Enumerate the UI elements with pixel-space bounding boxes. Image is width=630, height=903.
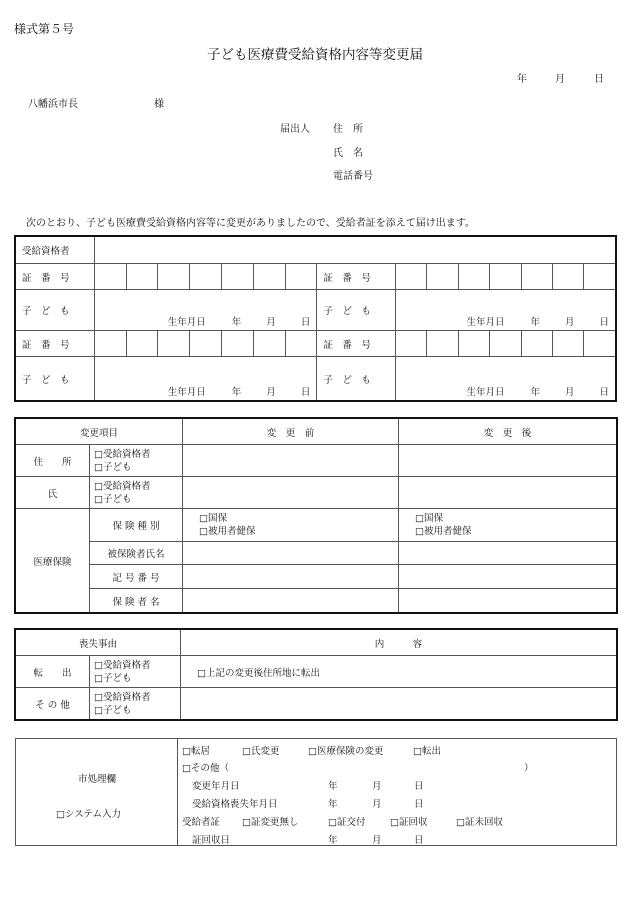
dob-year: 年	[231, 387, 242, 398]
dob-day: 日	[300, 387, 311, 398]
loss-moveout-label: 転 出	[16, 656, 90, 688]
cert-digit-cell[interactable]	[521, 331, 552, 357]
cert-number-label: 証 番 号	[317, 264, 396, 290]
addressee: 八幡浜市長	[28, 99, 78, 110]
change-table	[15, 418, 617, 613]
dob-year: 年	[530, 317, 540, 328]
cert-digit-cell[interactable]	[126, 264, 158, 290]
checkbox-cert-unchanged[interactable]: □証変更無し	[242, 817, 299, 828]
cert-digit-cell[interactable]	[458, 264, 489, 290]
insurer-label: 保 険 者 名	[90, 589, 183, 613]
child-label: 子 ど も	[317, 357, 396, 401]
loss-moveout-options	[90, 656, 181, 688]
name-before-input[interactable]	[183, 477, 399, 509]
holder-label: 受給資格者	[16, 237, 95, 264]
checkbox-cert-not-recovered[interactable]: □証未回収	[456, 817, 503, 828]
dob-month: 月	[564, 317, 575, 328]
cert-digit-cell[interactable]	[553, 331, 584, 357]
loss-date-day: 日	[414, 799, 424, 810]
cert-digit-cell[interactable]	[396, 264, 427, 290]
cert-number-label: 証 番 号	[16, 264, 95, 290]
change-date-month: 月	[372, 781, 382, 792]
recovery-date-month: 月	[372, 835, 382, 846]
child-label: 子 ど も	[16, 290, 95, 331]
change-date-label: 変更年月日	[192, 781, 240, 792]
cert-digit-cell[interactable]	[253, 264, 285, 290]
cert-digit-cell[interactable]	[521, 264, 552, 290]
cert-digit-cell[interactable]	[158, 264, 190, 290]
date-month-label: 月	[555, 74, 565, 85]
checkbox-insurance-change[interactable]: □医療保険の変更	[308, 746, 384, 757]
cert-digit-cell[interactable]	[158, 331, 190, 357]
cert-digit-cell[interactable]	[490, 264, 521, 290]
cert-digit-cell[interactable]	[427, 264, 458, 290]
checkbox-child[interactable]: □子ども	[94, 461, 132, 473]
change-date-day: 日	[414, 781, 424, 792]
insurance-label: 医療保険	[16, 509, 90, 613]
applicant-address-label: 住 所	[333, 124, 363, 135]
checkbox-name-change[interactable]: □氏変更	[242, 746, 280, 757]
checkbox-moveout-content[interactable]: □上記の変更後住所地に転出	[181, 656, 617, 688]
cert-digit-cell[interactable]	[458, 331, 489, 357]
child-label: 子 ど も	[16, 357, 95, 401]
change-name-label: 氏	[16, 477, 90, 509]
checkbox-holder[interactable]: □受給資格者	[94, 691, 151, 703]
insured-name-label: 被保険者氏名	[90, 542, 183, 565]
other-close-paren: ）	[524, 763, 534, 774]
dob-label: 生年月日	[466, 387, 505, 398]
insured-name-before[interactable]	[183, 542, 399, 565]
cert-digit-cell[interactable]	[221, 264, 253, 290]
cert-digit-cell[interactable]	[427, 331, 458, 357]
holder-table	[15, 236, 616, 401]
honorific: 様	[154, 99, 164, 110]
insurance-type-after	[399, 509, 617, 542]
form-number: 様式第５号	[14, 22, 75, 36]
cert-digit-cell[interactable]	[490, 331, 521, 357]
checkbox-child[interactable]: □子ども	[94, 704, 132, 716]
cert-number-label: 証 番 号	[317, 331, 396, 357]
dob-label: 生年月日	[466, 317, 505, 328]
checkbox-relocation[interactable]: □転居	[182, 746, 210, 757]
child-entry[interactable]	[94, 357, 317, 401]
checkbox-employee-insurance[interactable]: □被用者健保	[199, 526, 256, 537]
loss-other-options	[90, 688, 181, 720]
cert-digit-cell[interactable]	[94, 264, 126, 290]
checkbox-employee-insurance[interactable]: □被用者健保	[415, 526, 472, 537]
insurance-type-label: 保 険 種 別	[90, 509, 183, 542]
checkbox-child[interactable]: □子ども	[94, 672, 132, 684]
office-details	[178, 739, 617, 846]
dob-day: 日	[300, 317, 311, 328]
recovery-date-label: 証回収日	[192, 835, 231, 846]
checkbox-holder[interactable]: □受給資格者	[94, 448, 151, 460]
dob-label: 生年月日	[167, 387, 206, 398]
change-address-label: 住 所	[16, 445, 90, 477]
cert-digit-cell[interactable]	[285, 331, 317, 357]
applicant-label: 届出人	[280, 124, 310, 135]
dob-month: 月	[266, 317, 276, 328]
cert-digit-cell[interactable]	[584, 331, 616, 357]
loss-other-content[interactable]	[181, 688, 617, 720]
loss-other-label: そ の 他	[16, 688, 90, 720]
recovery-date-day: 日	[414, 835, 424, 846]
address-after-input[interactable]	[399, 445, 617, 477]
child-label: 子 ど も	[317, 290, 396, 331]
checkbox-kokuho[interactable]: □国保	[199, 513, 227, 524]
office-table	[15, 738, 617, 846]
recovery-date-year: 年	[328, 835, 338, 846]
checkbox-moveout[interactable]: □転出	[413, 746, 441, 757]
checkbox-child[interactable]: □子ども	[94, 493, 132, 505]
cert-digit-cell[interactable]	[584, 264, 616, 290]
checkbox-cert-recovered[interactable]: □証回収	[390, 817, 428, 828]
dob-month: 月	[564, 387, 575, 398]
child-entry[interactable]	[396, 290, 616, 331]
dob-month: 月	[266, 387, 276, 398]
intro-text: 次のとおり、子ども医療費受給資格内容等に変更がありましたので、受給者証を添えて届け出ます。	[26, 218, 475, 229]
checkbox-system-input[interactable]: □システム入力	[56, 809, 122, 820]
checkbox-holder[interactable]: □受給資格者	[94, 480, 151, 492]
child-entry[interactable]	[94, 290, 317, 331]
dob-label: 生年月日	[167, 317, 206, 328]
cert-digit-cell[interactable]	[253, 331, 285, 357]
symbol-number-after[interactable]	[399, 565, 617, 589]
office-label: 市処理欄	[77, 774, 116, 785]
checkbox-kokuho[interactable]: □国保	[415, 513, 443, 524]
change-name-options	[90, 477, 183, 509]
child-entry[interactable]	[396, 357, 616, 401]
dob-day: 日	[599, 387, 609, 398]
loss-date-month: 月	[372, 799, 382, 810]
cert-digit-cell[interactable]	[126, 331, 158, 357]
symbol-number-before[interactable]	[183, 565, 399, 589]
cert-label: 受給者証	[182, 817, 221, 828]
change-address-options	[90, 445, 183, 477]
dob-year: 年	[231, 317, 242, 328]
holder-input[interactable]	[94, 237, 615, 264]
applicant-phone-label: 電話番号	[333, 171, 373, 182]
cert-digit-cell[interactable]	[190, 264, 222, 290]
applicant-name-label: 氏 名	[333, 148, 363, 159]
change-date-year: 年	[328, 781, 338, 792]
dob-day: 日	[599, 317, 609, 328]
insured-name-after[interactable]	[399, 542, 617, 565]
before-header: 変 更 前	[183, 419, 399, 445]
insurer-after[interactable]	[399, 589, 617, 613]
insurance-type-before	[183, 509, 399, 542]
cert-digit-cell[interactable]	[553, 264, 584, 290]
address-before-input[interactable]	[183, 445, 399, 477]
cert-digit-cell[interactable]	[190, 331, 222, 357]
loss-date-year: 年	[328, 799, 338, 810]
checkbox-cert-issued[interactable]: □証交付	[328, 817, 366, 828]
cert-digit-cell[interactable]	[285, 264, 317, 290]
checkbox-other[interactable]: □その他（	[182, 763, 229, 774]
insurer-before[interactable]	[183, 589, 399, 613]
cert-digit-cell[interactable]	[396, 331, 427, 357]
date-day-label: 日	[594, 74, 604, 85]
date-year-label: 年	[517, 74, 527, 85]
loss-date-label: 受給資格喪失年月日	[192, 799, 278, 810]
symbol-number-label: 記 号 番 号	[90, 565, 183, 589]
cert-digit-cell[interactable]	[94, 331, 126, 357]
after-header: 変 更 後	[399, 419, 617, 445]
name-after-input[interactable]	[399, 477, 617, 509]
checkbox-holder[interactable]: □受給資格者	[94, 659, 151, 671]
cert-number-label: 証 番 号	[16, 331, 95, 357]
form-title: 子ども医療費受給資格内容等変更届	[207, 47, 423, 63]
loss-reason-header: 喪失事由	[16, 630, 181, 656]
loss-content-header: 内 容	[181, 630, 617, 656]
cert-digit-cell[interactable]	[221, 331, 253, 357]
office-label-cell	[16, 739, 178, 846]
loss-table	[15, 629, 617, 720]
change-item-header: 変更項目	[16, 419, 183, 445]
dob-year: 年	[530, 387, 540, 398]
